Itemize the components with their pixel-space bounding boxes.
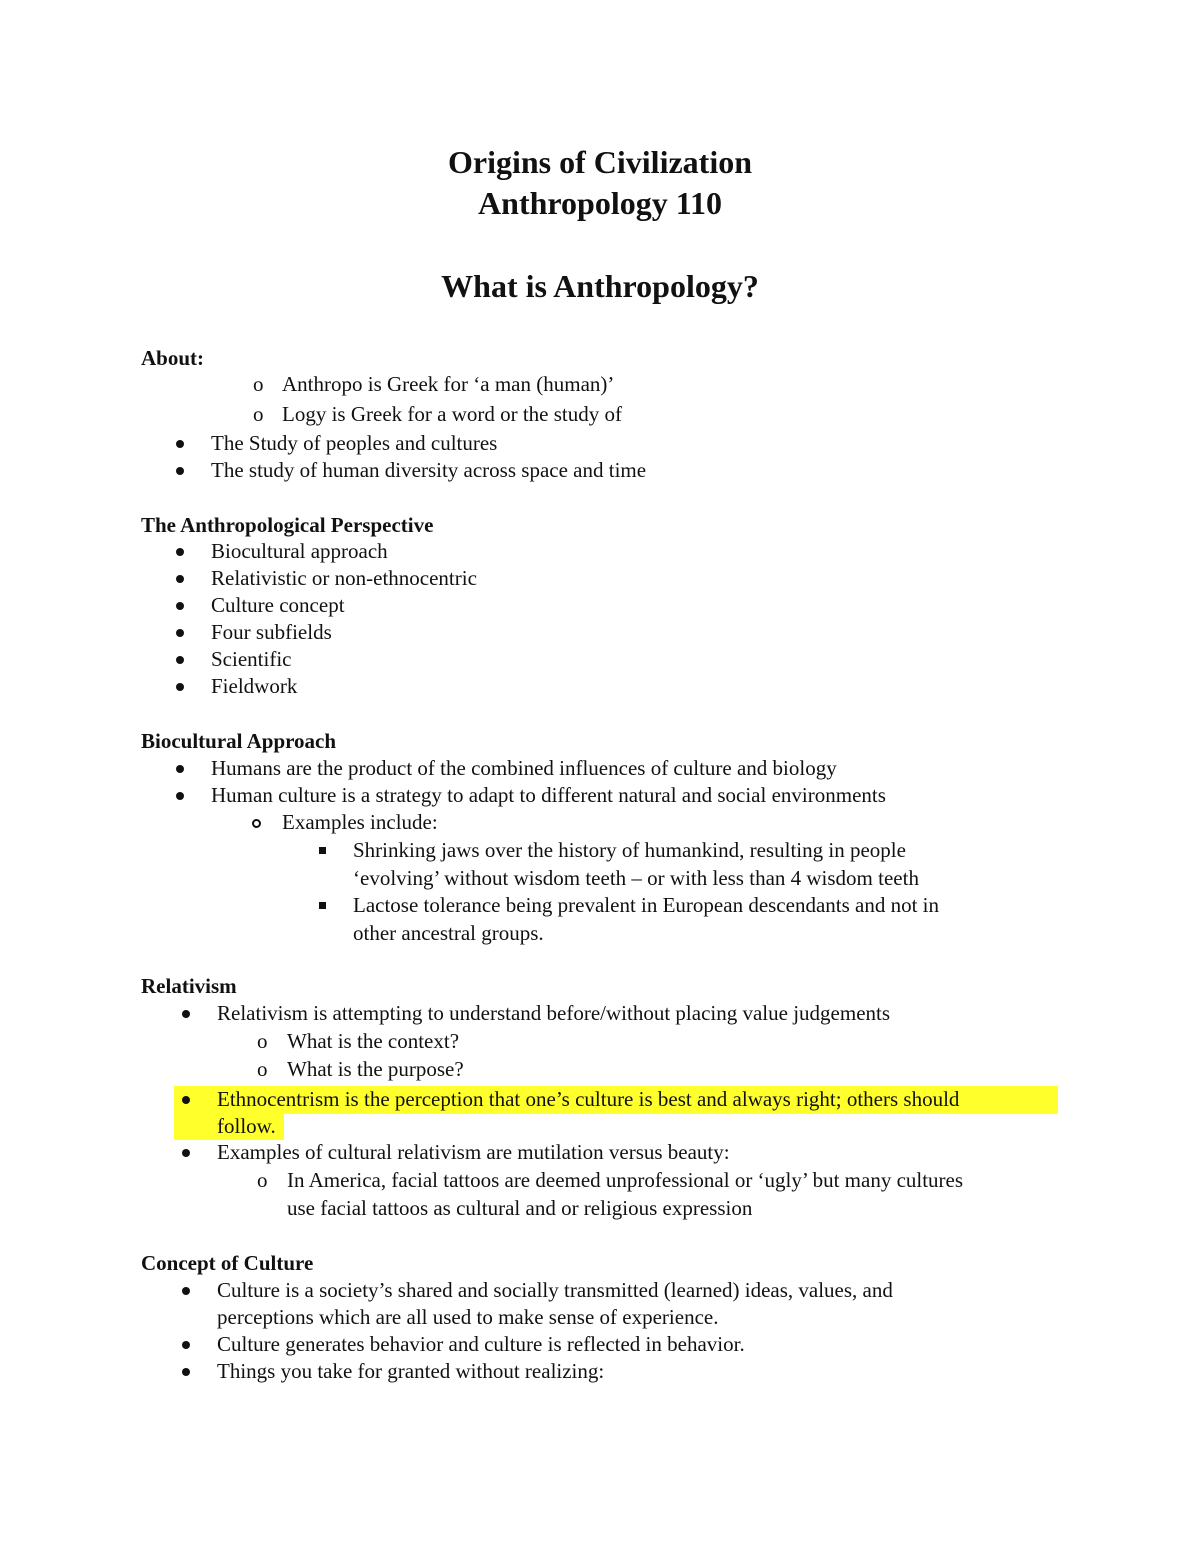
bullet-icon — [176, 792, 184, 800]
section-heading-about: About: — [141, 346, 205, 370]
open-bullet-icon: o — [253, 402, 264, 426]
list-item: Things you take for granted without realizing: — [217, 1359, 605, 1383]
list-item: The Study of peoples and cultures — [211, 431, 498, 455]
list-item: Human culture is a strategy to adapt to different natural and social environments — [211, 783, 886, 807]
open-bullet-icon: o — [257, 1057, 268, 1081]
bullet-icon — [182, 1149, 190, 1157]
square-bullet-icon — [319, 902, 326, 909]
bullet-icon — [176, 683, 184, 691]
list-item: What is the context? — [287, 1029, 460, 1053]
page-heading: What is Anthropology? — [441, 268, 759, 304]
open-bullet-icon: o — [257, 1029, 268, 1053]
bullet-icon — [176, 467, 184, 475]
list-item: Four subfields — [211, 620, 332, 644]
list-item: Culture generates behavior and culture is reflected in behavior. — [217, 1332, 745, 1356]
open-bullet-icon: o — [257, 1168, 268, 1192]
bullet-icon — [176, 629, 184, 637]
bullet-icon — [176, 602, 184, 610]
section-heading-perspective: The Anthropological Perspective — [141, 513, 434, 537]
list-item: Examples include: — [282, 810, 438, 834]
bullet-icon — [182, 1010, 190, 1018]
list-item: In America, facial tattoos are deemed unprofessional or ‘ugly’ but many cultures — [287, 1168, 964, 1192]
list-item-continued: use facial tattoos as cultural and or religious expression — [287, 1196, 753, 1220]
open-bullet-icon — [252, 819, 261, 828]
bullet-icon — [176, 765, 184, 773]
highlighted-list-item-continued: follow. — [217, 1114, 276, 1138]
list-item: Shrinking jaws over the history of humankind, resulting in people — [353, 838, 906, 862]
list-item: Humans are the product of the combined influences of culture and biology — [211, 756, 837, 780]
bullet-icon — [182, 1287, 190, 1295]
bullet-icon — [176, 548, 184, 556]
bullet-icon — [182, 1341, 190, 1349]
open-bullet-icon: o — [253, 372, 264, 396]
section-heading-biocultural: Biocultural Approach — [141, 729, 337, 753]
bullet-icon — [176, 656, 184, 664]
list-item: Fieldwork — [211, 674, 298, 698]
section-heading-culture: Concept of Culture — [141, 1251, 314, 1275]
list-item-continued: ‘evolving’ without wisdom teeth – or with less than 4 wisdom teeth — [353, 866, 919, 890]
bullet-icon — [176, 440, 184, 448]
list-item: Relativism is attempting to understand before/without placing value judgements — [217, 1001, 891, 1025]
list-item: Culture concept — [211, 593, 345, 617]
list-item: Lactose tolerance being prevalent in European descendants and not in — [353, 893, 940, 917]
list-item: Biocultural approach — [211, 539, 388, 563]
list-item-continued: perceptions which are all used to make sense of experience. — [217, 1305, 719, 1329]
list-item: Examples of cultural relativism are mutilation versus beauty: — [217, 1140, 730, 1164]
bullet-icon — [182, 1368, 190, 1376]
square-bullet-icon — [319, 847, 326, 854]
highlighted-list-item: Ethnocentrism is the perception that one’s culture is best and always right; others should — [217, 1087, 960, 1111]
bullet-icon — [176, 575, 184, 583]
list-item: What is the purpose? — [287, 1057, 464, 1081]
document-title: Origins of Civilization — [448, 144, 752, 180]
list-item: Logy is Greek for a word or the study of — [282, 402, 622, 426]
list-item: Culture is a society’s shared and socially transmitted (learned) ideas, values, and — [217, 1278, 893, 1302]
section-heading-relativism: Relativism — [141, 974, 237, 998]
list-item: Anthropo is Greek for ‘a man (human)’ — [282, 372, 615, 396]
list-item-continued: other ancestral groups. — [353, 921, 544, 945]
bullet-icon — [182, 1096, 190, 1104]
list-item: Relativistic or non-ethnocentric — [211, 566, 477, 590]
course-subtitle: Anthropology 110 — [478, 185, 722, 221]
list-item: The study of human diversity across space and time — [211, 458, 647, 482]
list-item: Scientific — [211, 647, 292, 671]
